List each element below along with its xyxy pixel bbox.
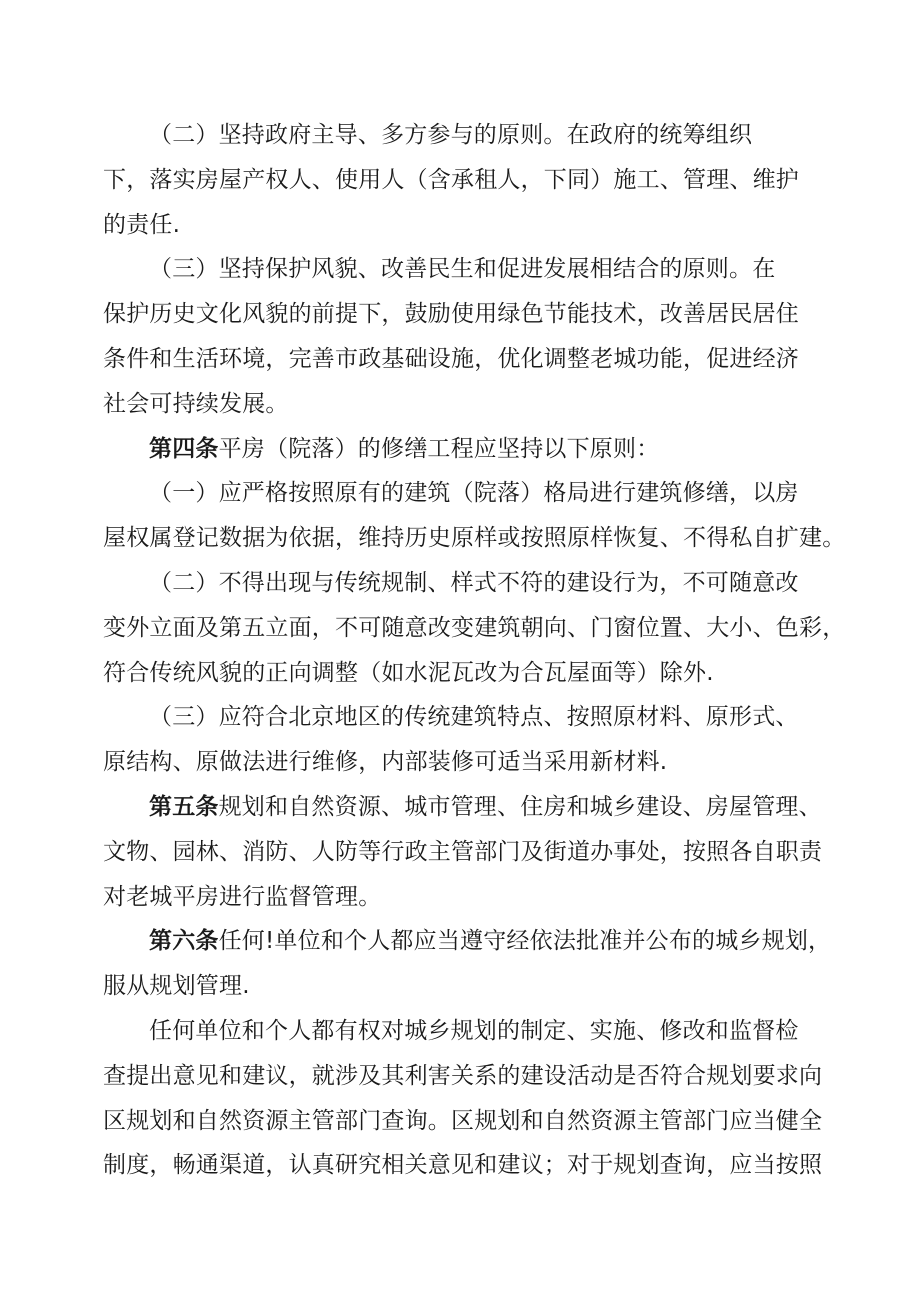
line-text: 服从规划管理. — [103, 973, 250, 1000]
text-line — [103, 606, 846, 651]
text-line — [103, 875, 833, 920]
text-line — [103, 292, 833, 337]
text-line — [103, 158, 833, 203]
line-text: 符合传统风貌的正向调整（如水泥瓦改为合瓦屋面等）除外. — [103, 659, 714, 686]
text-line — [103, 247, 833, 292]
text-line — [103, 1009, 833, 1054]
line-text: 变外立面及第五立面，不可随意改变建筑朝向、门窗位置、大小、色彩， — [103, 614, 846, 641]
text-line — [103, 785, 833, 830]
article-number: 第四条 — [149, 435, 219, 462]
paragraph — [103, 1009, 833, 1188]
paragraph — [103, 471, 846, 561]
text-line — [103, 471, 833, 516]
line-text: 原结构、原做法进行维修，内部装修可适当采用新材料. — [103, 749, 668, 776]
text-line — [103, 337, 833, 382]
line-text: 条件和生活环境，完善市政基础设施，优化调整老城功能，促进经济 — [103, 345, 799, 372]
text-line — [103, 516, 846, 561]
text-line — [103, 919, 833, 964]
paragraph — [103, 785, 833, 919]
line-text: 下，落实房屋产权人、使用人（含承租人，下同）施工、管理、维护 — [103, 166, 799, 193]
text-line — [103, 1054, 833, 1099]
paragraph — [103, 427, 833, 472]
line-text: （三）坚持保护风貌、改善民生和促进发展相结合的原则。在 — [149, 256, 776, 283]
paragraph — [103, 247, 833, 426]
line-text: 对老城平房进行监督管理。 — [103, 883, 382, 910]
article-number: 第五条 — [149, 793, 219, 820]
line-text: 屋权属登记数据为依据，维持历史原样或按照原样恢复、不得私自扩建。 — [103, 525, 846, 552]
line-text: 区规划和自然资源主管部门查询。区规划和自然资源主管部门应当健全 — [103, 1107, 823, 1134]
paragraph — [103, 695, 833, 785]
text-line — [103, 203, 833, 248]
text-line — [103, 382, 833, 427]
document-body — [103, 113, 846, 1188]
paragraph — [103, 113, 833, 247]
line-text: （二）坚持政府主导、多方参与的原则。在政府的统筹组织 — [149, 122, 753, 148]
text-line — [103, 1143, 833, 1188]
line-text: 任何单位和个人都有权对城乡规划的制定、实施、修改和监督检 — [149, 1017, 799, 1044]
line-text: （一）应严格按照原有的建筑（院落）格局进行建筑修缮，以房 — [149, 480, 799, 507]
line-text: 社会可持续发展。 — [103, 390, 289, 417]
text-line — [103, 964, 833, 1009]
text-line — [103, 740, 833, 785]
text-line — [103, 427, 833, 472]
text-line — [103, 561, 833, 606]
text-line — [103, 1099, 833, 1144]
line-text: 查提出意见和建议，就涉及其利害关系的建设活动是否符合规划要求向 — [103, 1062, 823, 1089]
text-line — [103, 695, 833, 740]
line-text: 文物、园林、消防、人防等行政主管部门及街道办事处，按照各自职责 — [103, 838, 823, 865]
article-number: 第六条 — [149, 928, 219, 955]
line-text: 的责任. — [103, 211, 181, 238]
text-line — [103, 830, 833, 875]
line-text: 制度，畅通渠道，认真研究相关意见和建议；对于规划查询，应当按照 — [103, 1152, 823, 1179]
paragraph — [103, 919, 833, 1009]
paragraph — [103, 561, 846, 695]
line-text: （二）不得出现与传统规制、样式不符的建设行为，不可随意改 — [149, 569, 799, 596]
text-line — [103, 113, 833, 158]
line-text: 任何!单位和个人都应当遵守经依法批准并公布的城乡规划， — [218, 928, 832, 955]
line-text: 保护历史文化风貌的前提下，鼓励使用绿色节能技术，改善居民居住 — [103, 301, 799, 328]
line-text: （三）应符合北京地区的传统建筑特点、按照原材料、原形式、 — [149, 704, 799, 731]
line-text: 规划和自然资源、城市管理、住房和城乡建设、房屋管理、 — [218, 793, 822, 820]
line-text: 平房（院落）的修缮工程应坚持以下原则： — [218, 435, 660, 462]
text-line — [103, 651, 833, 696]
